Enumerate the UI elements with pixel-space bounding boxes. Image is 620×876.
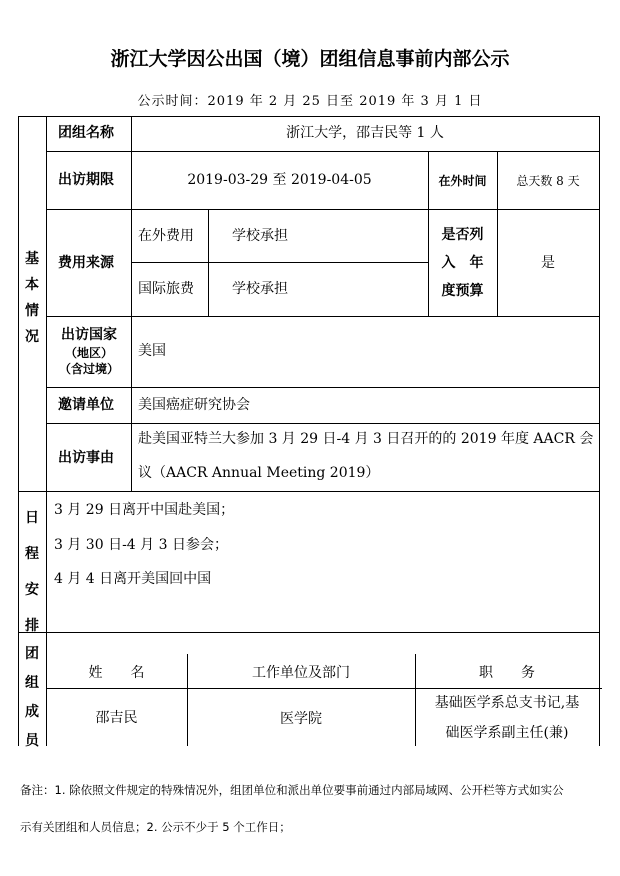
purpose-label: 出访事由: [58, 450, 114, 466]
member-title: 基础医学系总支书记,基 础医学系副主任(兼): [434, 695, 580, 741]
funding-label: 费用来源: [58, 255, 114, 271]
visit-period-value: 2019-03-29 至 2019-04-05: [187, 172, 372, 188]
travel-cost-value: 学校承担: [232, 281, 288, 297]
visit-period-label: 出访期限: [58, 172, 114, 188]
member-header-name: 姓 名: [88, 665, 145, 681]
section-label-basic: 基 本 情 况: [25, 251, 39, 345]
abroad-cost-value: 学校承担: [232, 228, 288, 244]
travel-cost-label: 国际旅费: [138, 281, 194, 297]
page-title: 浙江大学因公出国（境）团组信息事前内部公示: [110, 48, 510, 70]
abroad-time-label: 在外时间: [438, 174, 487, 188]
countries-label: 出访国家 （地区） （含过境）: [58, 327, 119, 376]
group-name-value: 浙江大学，邵吉民等 1 人: [286, 125, 444, 141]
member-header-unit: 工作单位及部门: [252, 665, 350, 681]
budget-label: 是否列 入 年 度预算: [441, 227, 484, 299]
schedule-item: 3 月 29 日离开中国赴美国；: [54, 502, 235, 518]
member-header-title: 职 务: [479, 665, 535, 681]
inviter-label: 邀请单位: [58, 397, 114, 413]
footer-note-line-1: 备注：1. 除依照文件规定的特殊情况外，组团单位和派出单位要事前通过内部局域网、公开栏等方式如实公: [20, 783, 564, 797]
budget-value: 是: [541, 255, 555, 271]
schedule-item: 4 月 4 日离开美国回中国: [54, 571, 212, 587]
section-label-schedule: 日 程 安 排: [25, 510, 39, 634]
footer-note-line-2: 示有关团组和人员信息；2. 公示不少于 5 个工作日；: [20, 820, 291, 834]
inviter-value: 美国癌症研究协会: [138, 397, 250, 413]
countries-value: 美国: [138, 343, 166, 359]
abroad-time-value: 总天数 8 天: [516, 174, 580, 188]
purpose-line-2: 议（AACR Annual Meeting 2019）: [138, 465, 380, 481]
member-name: 邵吉民: [95, 710, 138, 726]
abroad-cost-label: 在外费用: [138, 228, 194, 244]
member-unit: 医学院: [280, 711, 322, 727]
section-label-members: 团 组 成 员: [25, 646, 39, 749]
publicity-period: 公示时间：2019 年 2 月 25 日至 2019 年 3 月 1 日: [137, 94, 483, 109]
group-name-label: 团组名称: [58, 125, 114, 141]
purpose-line-1: 赴美国亚特兰大参加 3 月 29 日-4 月 3 日召开的的 2019 年度 AACR 会: [138, 431, 594, 447]
schedule-item: 3 月 30 日-4 月 3 日参会；: [54, 537, 228, 553]
